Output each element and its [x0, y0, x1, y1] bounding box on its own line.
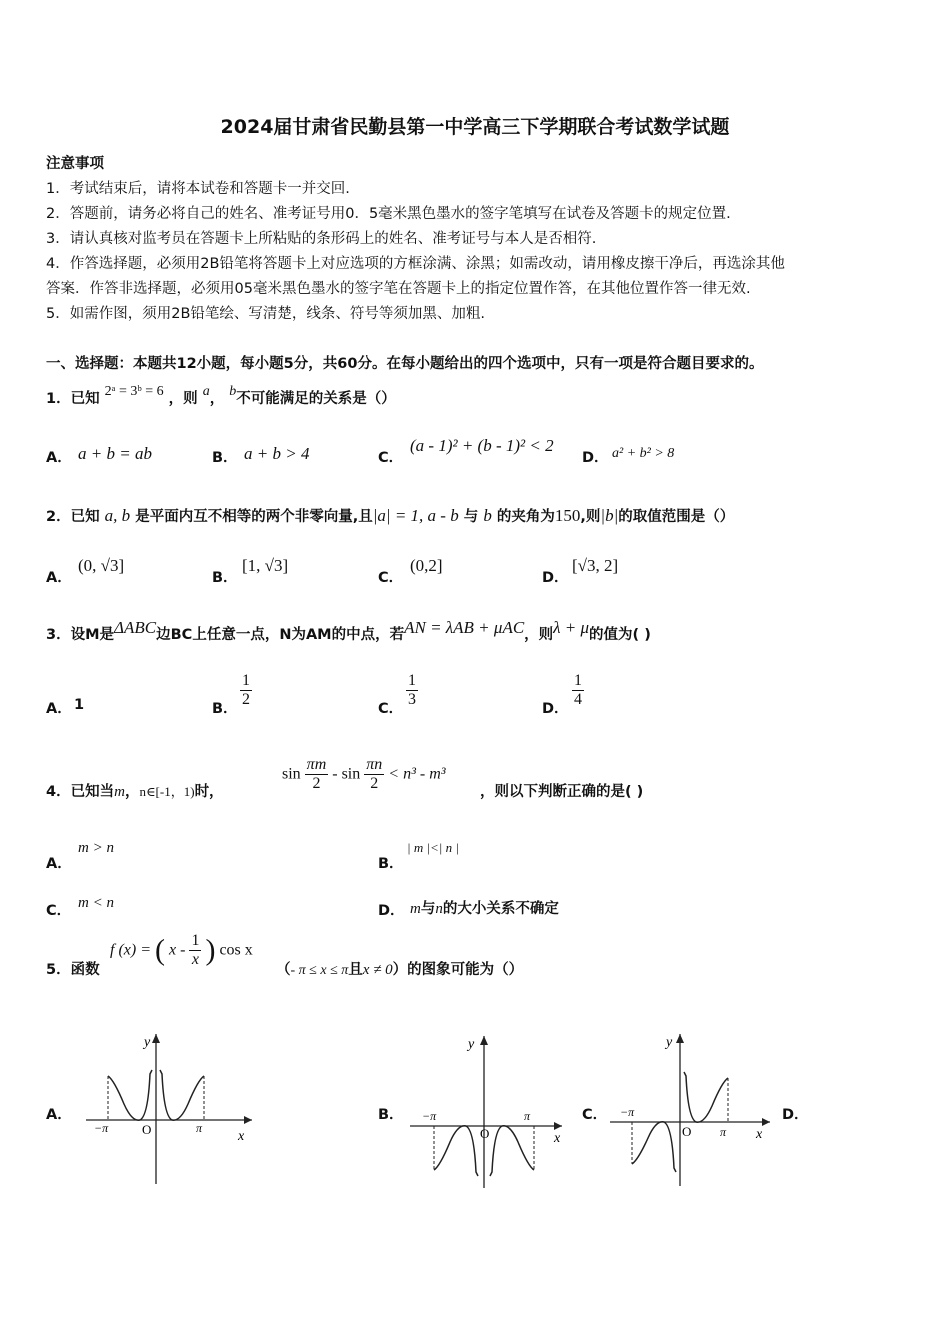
q1-option-c-label[interactable]: C． [378, 450, 404, 466]
notice-item: 答案．作答非选择题，必须用05毫米黑色墨水的签字笔在答题卡上的指定位置作答，在其他位置作答一律无效. [46, 281, 751, 297]
q1-text: 不可能满足的关系是（） [236, 391, 396, 407]
q5-option-a-label[interactable]: A． [46, 1107, 72, 1123]
q4-inequality [282, 756, 446, 793]
graph-c-neg-pi: −π [620, 1105, 635, 1119]
q3-text: ，则 [524, 627, 554, 643]
q1-comma: ， [209, 391, 225, 407]
graph-c-y-label: y [666, 1035, 673, 1050]
q2-text: 是平面内互不相等的两个非零向量,且 [135, 509, 373, 525]
q1-equation: 2ᵃ = 3ᵇ = 6 [104, 384, 164, 399]
q5-domain: （- π ≤ x ≤ π且x ≠ 0）的图象可能为（） [276, 962, 524, 978]
graph-a-y-label: y [144, 1035, 151, 1050]
q4-rhs: < n³ - m³ [388, 765, 446, 783]
q5-x: x - [169, 941, 186, 959]
q5-function: f (x) = ( x - $\frac{1}{x}$ ) cos x [110, 932, 253, 968]
q3-text: 边BC上任意一点，N为AM的中点，若 [156, 627, 405, 643]
graph-c-pi: π [720, 1125, 727, 1139]
q2-option-a-label[interactable]: A． [46, 570, 72, 586]
q3-option-a[interactable]: 1 [74, 697, 85, 713]
notice-item: 5．如需作图，须用2B铅笔绘、写清楚，线条、符号等须加黑、加粗. [46, 306, 486, 322]
question-1 [46, 384, 396, 408]
q3-option-c-label[interactable]: C． [378, 701, 404, 717]
q4-frac-m: $\frac{\pi m}{2}$ [306, 756, 327, 792]
q2-var-b: b [483, 506, 492, 525]
q4-option-a-label[interactable]: A． [46, 856, 72, 872]
q2-text: ,则 [580, 509, 601, 525]
q5-graph-a[interactable] [80, 1024, 260, 1189]
q4-frac-n: $\frac{\pi n}{2}$ [366, 756, 383, 792]
q3-option-b[interactable]: $\frac{1}{2}$ [242, 672, 250, 708]
q4-range: n∈[-1，1) [139, 784, 195, 799]
q2-option-b[interactable]: [1, √3] [242, 556, 289, 575]
q2-option-c-label[interactable]: C． [378, 570, 404, 586]
graph-a-origin: O [142, 1122, 152, 1137]
section-heading: 一、选择题：本题共12小题，每小题5分，共60分。在每小题给出的四个选项中，只有一项是符合题目要求的。 [46, 356, 764, 372]
q2-condition: |a| = 1, a - b [372, 506, 459, 525]
q2-option-d-label[interactable]: D． [542, 570, 569, 586]
q3-option-d[interactable]: $\frac{1}{4}$ [574, 672, 582, 708]
q1-option-a[interactable]: a + b = ab [78, 444, 152, 463]
q2-abs-b: |b| [600, 506, 619, 525]
q1-var-a: a [202, 384, 210, 399]
q5-option-d-label[interactable]: D． [782, 1107, 809, 1123]
q4-tail: ，则以下判断正确的是( ) [480, 784, 644, 800]
q1-text: 1．已知 [46, 391, 100, 407]
q4-sin: sin [282, 765, 301, 783]
graph-b-pi: π [524, 1109, 531, 1123]
graph-b-origin: O [480, 1126, 490, 1141]
q5-fx: f (x) = [110, 941, 151, 959]
q5-option-b-label[interactable]: B． [378, 1107, 404, 1123]
q5-frac: $\frac{1}{x}$ [191, 932, 200, 968]
q4-text: 时， [194, 784, 224, 800]
question-2 [46, 505, 734, 526]
q4-minus-sin: - sin [332, 765, 361, 783]
q3-triangle: ΔABC [114, 618, 157, 637]
q3-option-c[interactable]: $\frac{1}{3}$ [408, 672, 416, 708]
notice-item: 1．考试结束后，请将本试卷和答题卡一并交回. [46, 181, 350, 197]
notice-heading: 注意事项 [46, 156, 104, 172]
question-3 [46, 618, 651, 644]
q2-text: 2．已知 [46, 509, 100, 525]
q4-var-m: m [114, 784, 125, 800]
q1-option-b[interactable]: a + b > 4 [244, 444, 310, 463]
q1-option-b-label[interactable]: B． [212, 450, 238, 466]
q1-option-d-label[interactable]: D． [582, 450, 609, 466]
q3-sum: λ + μ [553, 618, 590, 637]
graph-c-origin: O [682, 1124, 692, 1139]
q2-text: 的取值范围是（） [618, 509, 735, 525]
q2-text: 的夹角为 [496, 509, 555, 525]
q2-option-b-label[interactable]: B． [212, 570, 238, 586]
q4-option-a[interactable]: m > n [78, 840, 114, 856]
q4-option-c-label[interactable]: C． [46, 903, 72, 919]
q3-option-d-label[interactable]: D． [542, 701, 569, 717]
q2-text: 与 [463, 509, 479, 525]
graph-a-neg-pi: −π [94, 1121, 109, 1135]
q2-option-c[interactable]: (0,2] [410, 556, 443, 575]
q3-text: 的值为( ) [589, 627, 651, 643]
graph-c-x-label: x [756, 1127, 763, 1142]
graph-b-y-label: y [468, 1037, 475, 1052]
graph-b-x-label: x [554, 1131, 561, 1146]
q4-comma: ， [124, 784, 140, 800]
q3-option-b-label[interactable]: B． [212, 701, 238, 717]
q1-var-b: b [229, 384, 237, 399]
q4-option-b[interactable]: | m |<| n | [407, 840, 459, 855]
page-title: 2024届甘肃省民勤县第一中学高三下学期联合考试数学试题 [220, 116, 730, 138]
q1-text: ，则 [168, 391, 198, 407]
q5-graph-c[interactable] [606, 1026, 778, 1191]
q4-option-c[interactable]: m < n [78, 895, 114, 911]
q4-option-b-label[interactable]: B． [378, 856, 404, 872]
question-5-label: 5．函数 [46, 962, 100, 978]
q5-graph-b[interactable] [406, 1030, 576, 1192]
q2-vectors: a, b [104, 506, 131, 525]
q3-option-a-label[interactable]: A． [46, 701, 72, 717]
graph-a-pi: π [196, 1121, 203, 1135]
q4-option-d-label[interactable]: D． [378, 903, 405, 919]
q3-equation: AN = λAB + μAC [404, 618, 525, 637]
q4-option-d[interactable]: m与n的大小关系不确定 [410, 901, 559, 917]
notice-item: 3．请认真核对监考员在答题卡上所粘贴的条形码上的姓名、准考证号与本人是否相符. [46, 231, 597, 247]
q5-cos: cos x [219, 941, 253, 959]
graph-b-neg-pi: −π [422, 1109, 437, 1123]
q1-option-c[interactable]: (a - 1)² + (b - 1)² < 2 [410, 436, 554, 455]
q1-option-d[interactable]: a² + b² > 8 [612, 446, 675, 461]
graph-a-x-label: x [238, 1129, 245, 1144]
q1-option-a-label[interactable]: A． [46, 450, 72, 466]
notice-item: 2．答题前，请务必将自己的姓名、准考证号用0．5毫米黑色墨水的签字笔填写在试卷及答题卡的规定位置. [46, 206, 731, 222]
q4-text: 4．已知当 [46, 784, 115, 800]
q2-angle: 150 [554, 506, 581, 525]
q3-text: 3．设M是 [46, 627, 115, 643]
notice-item: 4．作答选择题，必须用2B铅笔将答题卡上对应选项的方框涂满、涂黑；如需改动，请用橡皮擦干净后，再选涂其他 [46, 256, 785, 272]
q2-option-a[interactable]: (0, √3] [78, 556, 125, 575]
q5-option-c-label[interactable]: C． [582, 1107, 608, 1123]
question-4 [46, 780, 224, 801]
q2-option-d[interactable]: [√3, 2] [572, 556, 619, 575]
